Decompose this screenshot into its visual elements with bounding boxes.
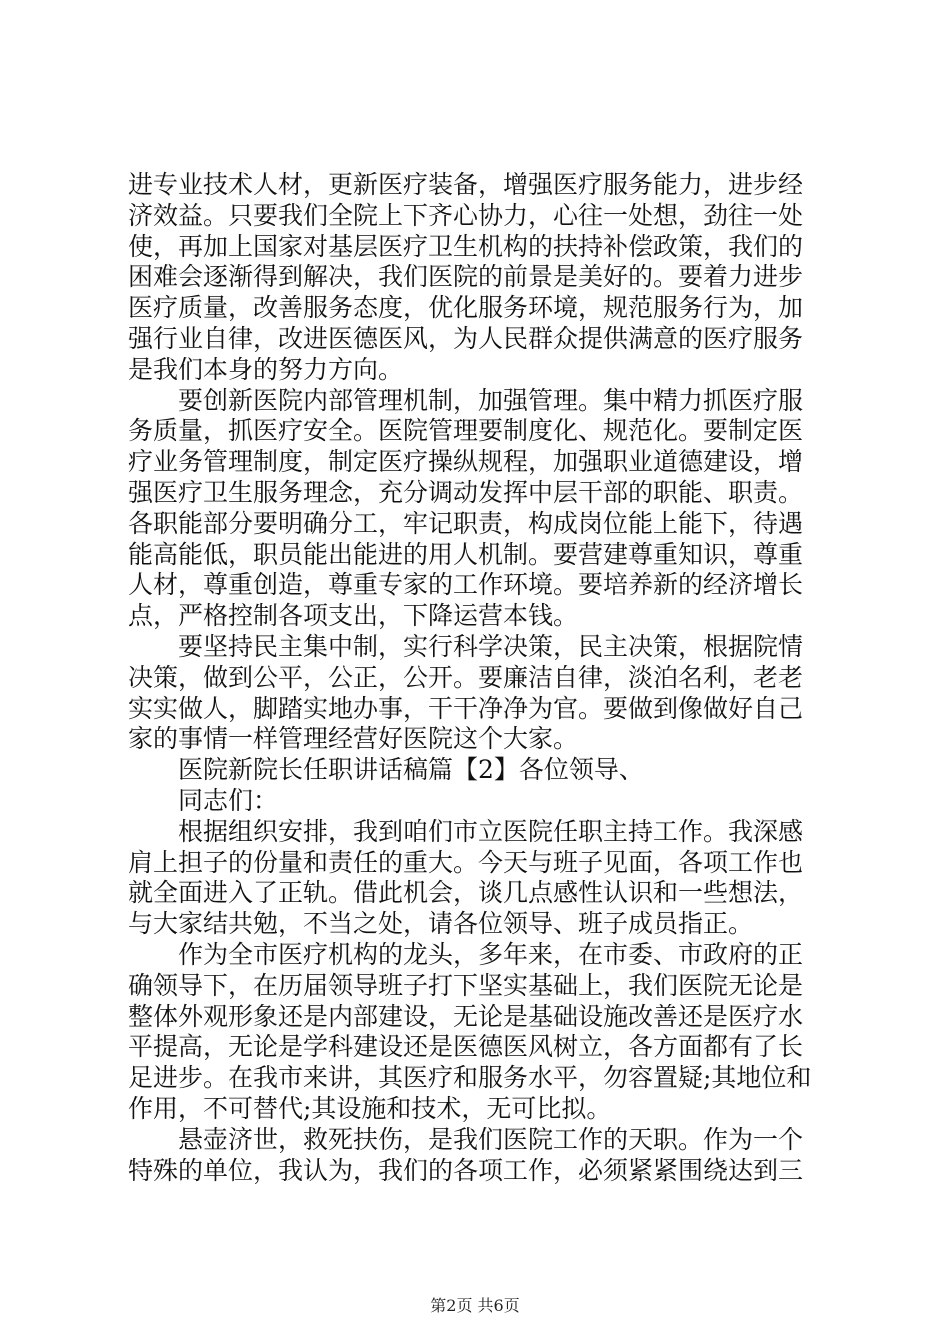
text-line: 作为全市医疗机构的龙头，多年来，在市委、市政府的正 [128,939,804,969]
body-text [128,170,828,1186]
text-line: 各职能部分要明确分工，牢记职责，构成岗位能上能下，待遇 [128,508,804,538]
text-line: 能高能低，职员能出能进的用人机制。要营建尊重知识，尊重 [128,539,804,569]
text-line: 与大家结共勉，不当之处，请各位领导、班子成员指正。 [128,909,754,939]
text-line: 医疗质量，改善服务态度，优化服务环境，规范服务行为，加 [128,293,804,323]
text-line: 强行业自律，改进医德医风，为人民群众提供满意的医疗服务 [128,323,804,353]
text-line: 作用，不可替代;其设施和技术，无可比拟。 [128,1093,612,1123]
text-line: 要创新医院内部管理机制，加强管理。集中精力抓医疗服 [128,385,804,415]
page-footer: 第2页 共6页 [430,1296,520,1315]
text-line: 要坚持民主集中制，实行科学决策，民主决策，根据院情 [128,631,804,661]
text-line: 整体外观形象还是内部建设，无论是基础设施改善还是医疗水 [128,1001,804,1031]
text-line: 是我们本身的努力方向。 [128,354,404,384]
text-line: 足进步。在我市来讲，其医疗和服务水平，勿容置疑;其地位和 [128,1063,812,1093]
text-line: 人材，尊重创造，尊重专家的工作环境。要培养新的经济增长 [128,570,804,600]
text-line: 决策，做到公平，公正，公开。要廉洁自律，淡泊名利，老老 [128,662,804,692]
text-line: 根据组织安排，我到咱们市立医院任职主持工作。我深感 [128,816,804,846]
text-line: 济效益。只要我们全院上下齐心协力，心往一处想，劲往一处 [128,200,804,230]
text-line: 强医疗卫生服务理念，充分调动发挥中层干部的职能、职责。 [128,477,804,507]
text-line: 使，再加上国家对基层医疗卫生机构的扶持补偿政策，我们的 [128,231,804,261]
text-line: 疗业务管理制度，制定医疗操纵规程，加强职业道德建设，增 [128,447,804,477]
text-line: 确领导下，在历届领导班子打下坚实基础上，我们医院无论是 [128,970,804,1000]
text-line: 平提高，无论是学科建设还是医德医风树立，各方面都有了长 [128,1032,804,1062]
text-line: 肩上担子的份量和责任的重大。今天与班子见面，各项工作也 [128,847,804,877]
text-line: 点，严格控制各项支出，下降运营本钱。 [128,601,579,631]
text-line: 悬壶济世，救死扶伤，是我们医院工作的天职。作为一个 [128,1124,804,1154]
text-line: 困难会逐渐得到解决，我们医院的前景是美好的。要着力进步 [128,262,804,292]
text-line: 同志们： [128,785,279,815]
text-line: 就全面进入了正轨。借此机会，谈几点感性认识和一些想法， [128,878,804,908]
text-line: 实实做人，脚踏实地办事，干干净净为官。要做到像做好自己 [128,693,804,723]
text-line: 特殊的单位，我认为，我们的各项工作，必须紧紧围绕达到三 [128,1155,804,1185]
text-line: 进专业技术人材，更新医疗装备，增强医疗服务能力，进步经 [128,170,804,199]
text-line: 家的事情一样管理经营好医院这个大家。 [128,724,579,754]
text-line: 医院新院长任职讲话稿篇【2】各位领导、 [128,755,644,785]
text-line: 务质量，抓医疗安全。医院管理要制度化、规范化。要制定医 [128,416,804,446]
